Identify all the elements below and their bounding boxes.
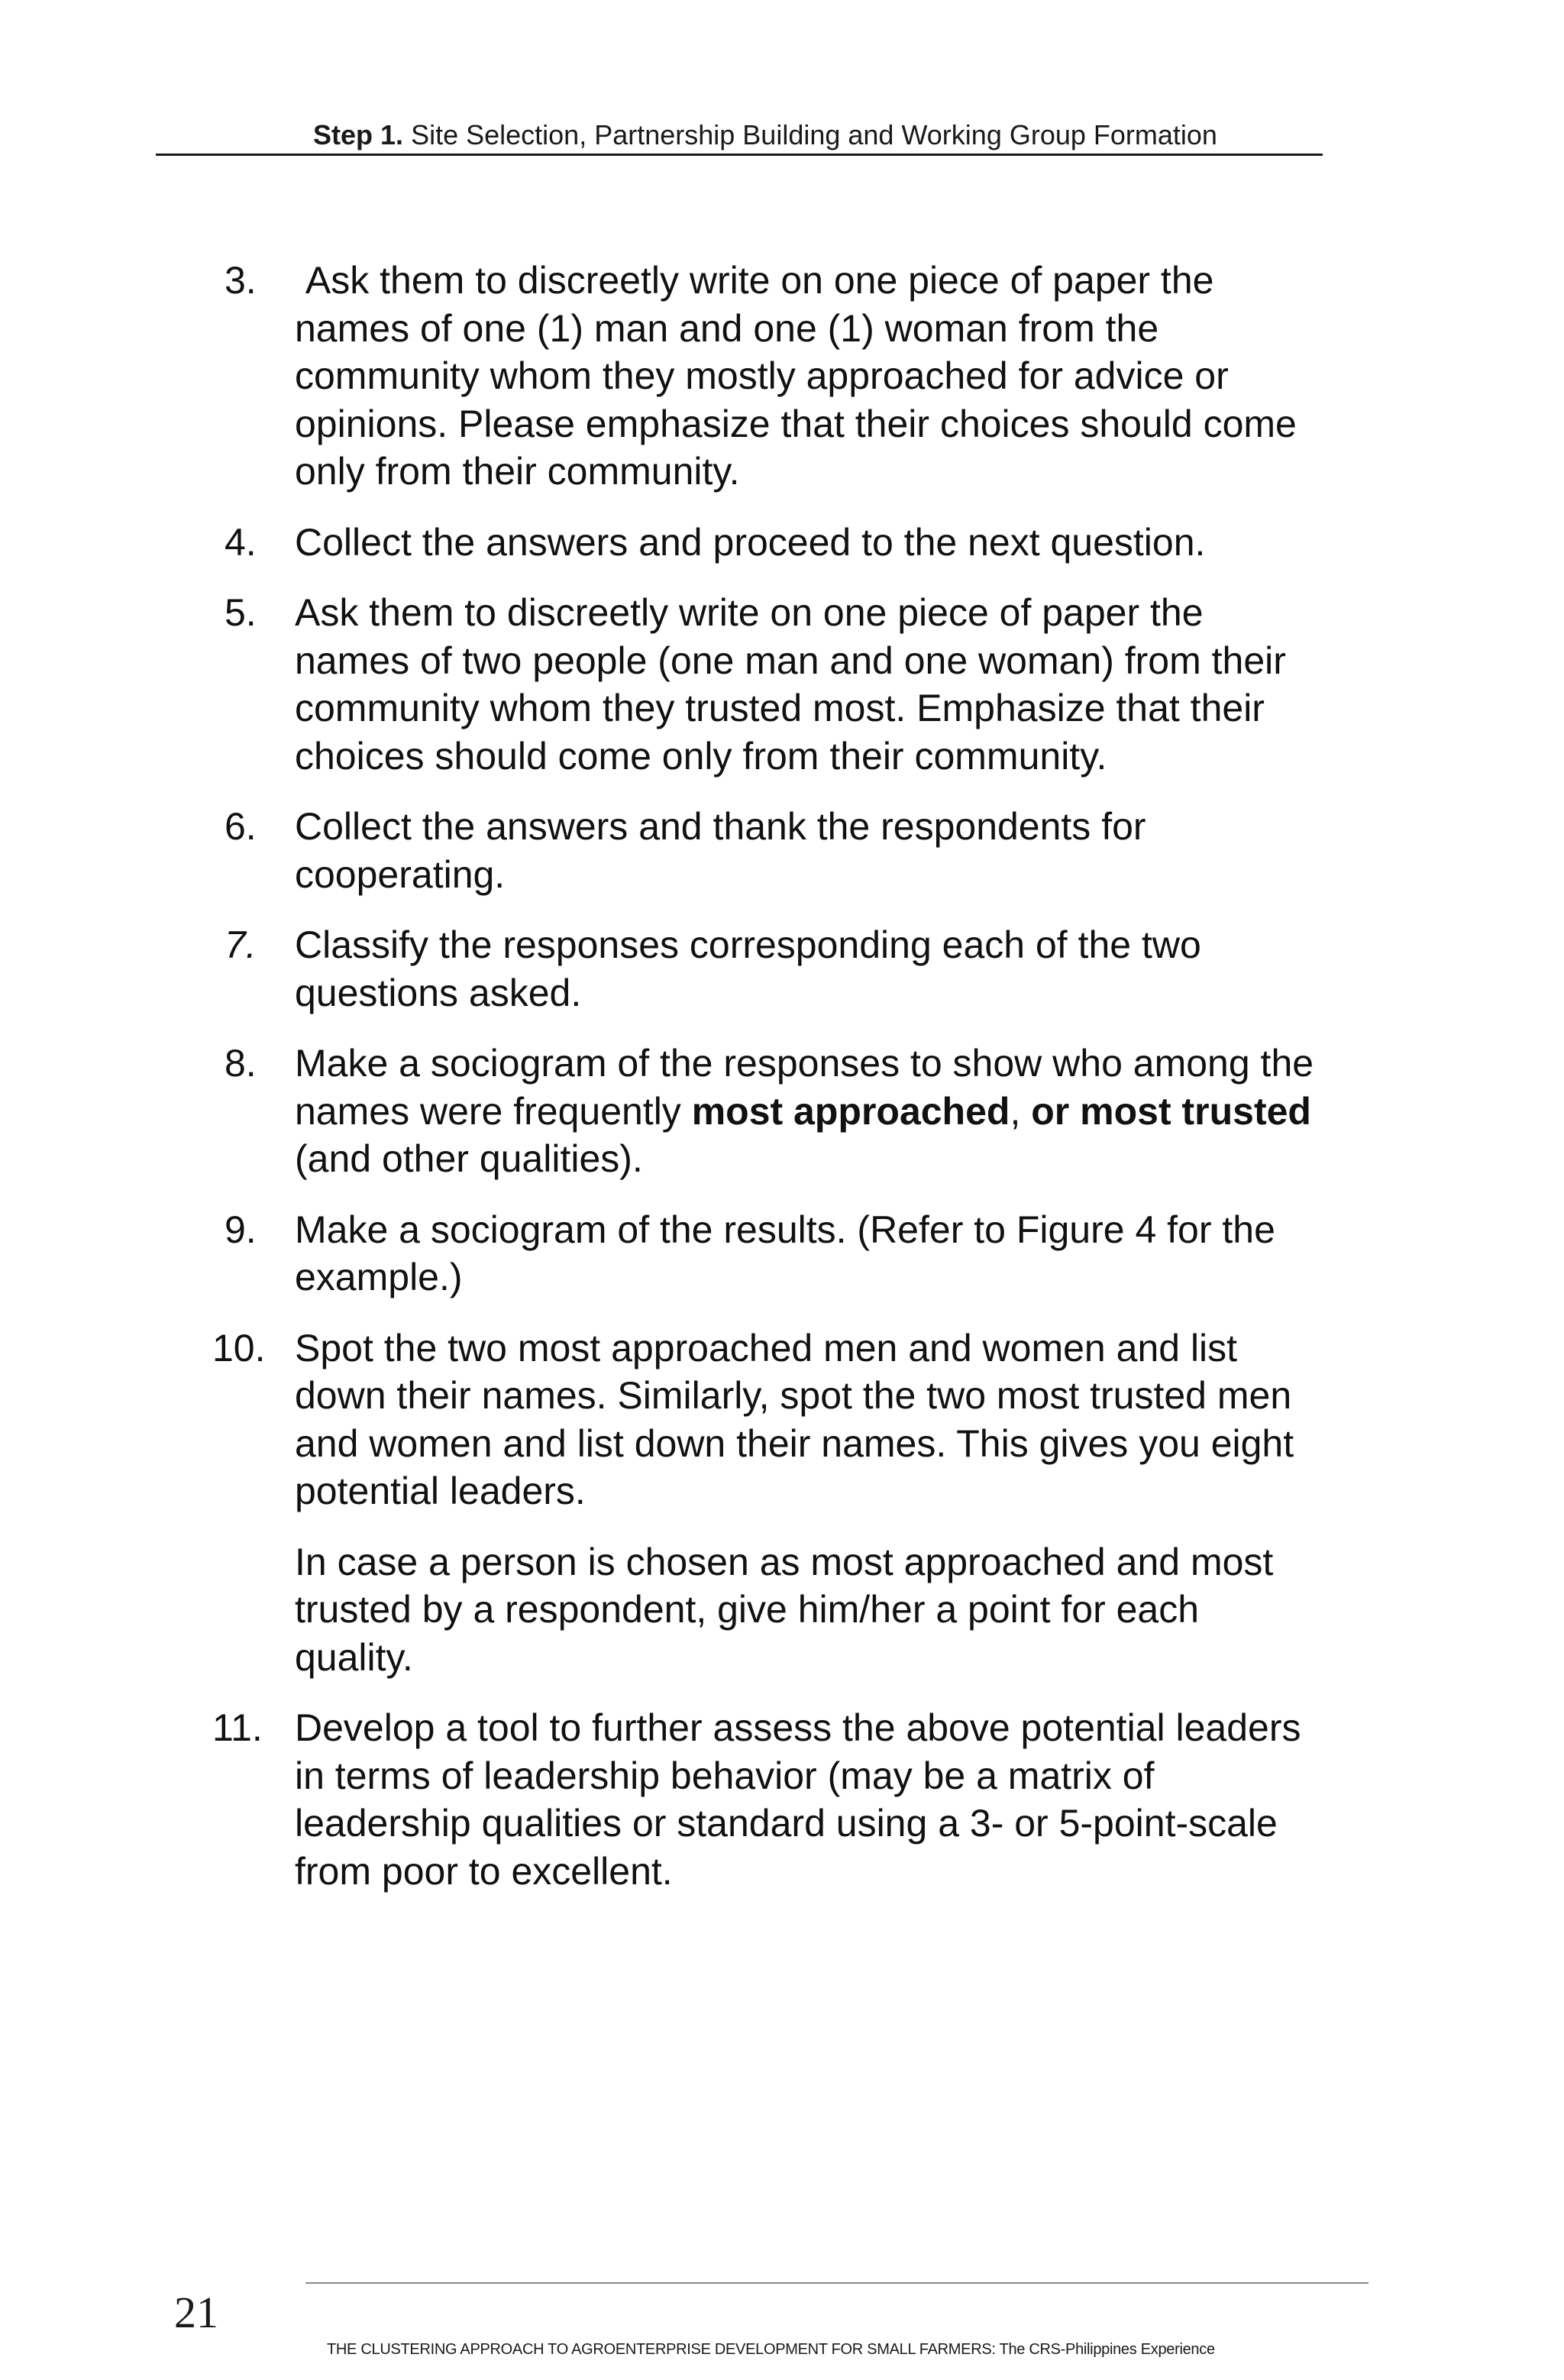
header-title: Site Selection, Partnership Building and Working Group Formation bbox=[411, 119, 1217, 150]
running-header bbox=[156, 107, 1323, 156]
list-item bbox=[212, 519, 1327, 567]
item-text-after: (and other qualities). bbox=[295, 1137, 643, 1180]
item-paragraph: In case a person is chosen as most approached and most trusted by a respondent, give him/her a point for each quality. bbox=[295, 1540, 1274, 1679]
footer-book-title: THE CLUSTERING APPROACH TO AGROENTERPRISE DEVELOPMENT FOR SMALL FARMERS: The CRS-Philippines Experience bbox=[327, 2341, 1215, 2358]
page-number: 21 bbox=[174, 2288, 218, 2337]
item-number: 10. bbox=[212, 1326, 266, 1369]
item-text-middle: , bbox=[1010, 1089, 1032, 1133]
item-number: 8. bbox=[225, 1042, 257, 1085]
footer-divider bbox=[305, 2282, 1368, 2284]
item-number: 3. bbox=[225, 259, 257, 302]
step-label: Step 1. bbox=[313, 119, 404, 150]
list-item bbox=[212, 921, 1327, 1017]
item-text: Classify the responses corresponding each of the two questions asked. bbox=[295, 923, 1201, 1014]
item-text: Collect the answers and proceed to the next question. bbox=[295, 520, 1206, 564]
item-text: Make a sociogram of the results. (Refer to Figure 4 for the example.) bbox=[295, 1208, 1275, 1298]
list-item bbox=[212, 1040, 1327, 1183]
item-text-before: Make a sociogram of the responses to show who among the names were frequently bbox=[295, 1042, 1314, 1133]
list-item bbox=[212, 1324, 1327, 1682]
item-number: 7. bbox=[225, 923, 257, 966]
numbered-list bbox=[212, 257, 1327, 1918]
item-number: 9. bbox=[225, 1208, 257, 1251]
list-item bbox=[212, 1206, 1327, 1302]
emphasis-most-approached: most approached bbox=[691, 1089, 1010, 1133]
item-number: 5. bbox=[225, 591, 257, 634]
list-item bbox=[212, 589, 1327, 780]
item-number: 6. bbox=[225, 805, 257, 848]
item-text: Collect the answers and thank the respondents for cooperating. bbox=[295, 805, 1146, 896]
item-number: 4. bbox=[225, 520, 257, 564]
item-text: Ask them to discreetly write on one piece of paper the names of two people (one man and one woman) from their community whom they trusted most. Emphasize that their choices should come only from their community. bbox=[295, 591, 1286, 778]
item-text: Develop a tool to further assess the above potential leaders in terms of leadership behavior (may be a matrix of leadership qualities or standard using a 3- or 5-point-scale from poor to excellent. bbox=[295, 1706, 1312, 1893]
item-text bbox=[295, 1040, 1327, 1183]
running-header-text bbox=[313, 119, 1217, 151]
item-text: Ask them to discreetly write on one piece of paper the names of one (1) man and one (1) woman from the community whom they mostly approached for advice or opinions. Please emphasize that their choices should come only from their community. bbox=[295, 259, 1307, 493]
list-item bbox=[212, 1704, 1327, 1895]
item-text: Spot the two most approached men and women and list down their names. Similarly, spot the two most trusted men and women and list down their names. This gives you eight potential leaders. bbox=[295, 1326, 1294, 1512]
emphasis-most-trusted: or most trusted bbox=[1031, 1089, 1311, 1133]
list-item bbox=[212, 803, 1327, 898]
item-number: 11. bbox=[212, 1706, 263, 1749]
list-item bbox=[212, 257, 1327, 496]
